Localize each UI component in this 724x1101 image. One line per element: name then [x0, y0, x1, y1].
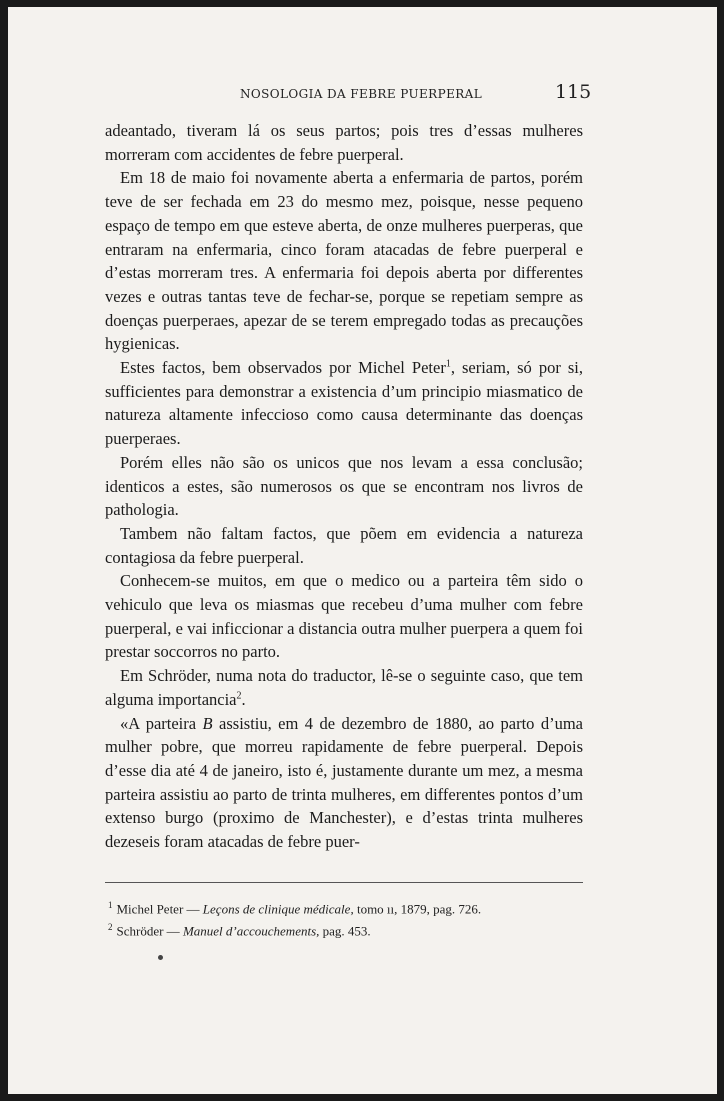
- footnote-author: Schröder —: [116, 923, 183, 939]
- paragraph-6: Conhecem-se muitos, em que o medico ou a parteira têm sido o vehiculo que leva os miasmas que recebeu d’uma mulher com febre puerperal, e vai inficcionar a distancia outra mulher puerpera a quem foi prestar soccorros no parto.: [105, 571, 583, 662]
- paragraph-7: [105, 664, 583, 711]
- ink-blot: [158, 955, 163, 960]
- footnote-detail: tomo ıı, 1879, pag. 726.: [353, 901, 482, 917]
- footnote-mark: 1: [108, 900, 113, 910]
- running-title: NOSOLOGIA DA FEBRE PUERPERAL: [240, 87, 483, 101]
- footnote-2: [108, 918, 578, 940]
- paragraph-7-text: Em Schröder, numa nota do traductor, lê-se o seguinte caso, que tem alguma importancia: [105, 666, 583, 709]
- footnote-detail: pag. 453.: [319, 923, 371, 939]
- footnote-divider: [105, 882, 583, 883]
- paragraph-3-text: Estes factos, bem observados por Michel Peter: [120, 358, 446, 378]
- paragraph-4: Porém elles não são os unicos que nos levam a essa conclusão; identicos a estes, são numerosos os que se encontram nos livros de pathologia.: [105, 452, 583, 520]
- paragraph-5: Tambem não faltam factos, que põem em evidencia a natureza contagiosa da febre puerperal.: [105, 523, 583, 567]
- paragraph-8-italic: B: [202, 713, 213, 733]
- footnote-mark: 2: [108, 922, 113, 933]
- footnote-title: Manuel d’accouchements,: [182, 923, 320, 939]
- footnote-ref-1: 1: [445, 358, 451, 370]
- paragraph-8-text-cont: assistiu, em 4 de dezembro de 1880, ao parto d’uma mulher pobre, que morreu rapidamente de febre puerperal. Depois d’esse dia até 4 de janeiro, isto é, justamente durante um mez, a mesma parteira assistiu ao parto de trinta mulheres, em differentes pontos d’um extenso burgo (proximo de Manchester), e d’estas trinta mulheres dezeseis foram atacadas de febre puer-: [105, 713, 583, 852]
- paragraph-2: Em 18 de maio foi novamente aberta a enfermaria de partos, porém teve de ser fechada em 23 do mesmo mez, poisque, nesse pequeno espaço de tempo em que esteve aberta, de onze mulheres puerperas, que entraram na enfermaria, cinco foram atacadas de febre puerperal e d’estas morreram tres. A enfermaria foi depois aberta por differentes vezes e outras tantas teve de fechar-se, porque se repetiam sempre as doenças puerperaes, apezar de se terem empregado todas as precauções hygienicas.: [105, 168, 583, 354]
- paragraph-1: adeantado, tiveram lá os seus partos; pois tres d’essas mulheres morreram com accidentes de febre puerperal.: [105, 121, 583, 164]
- book-page: [8, 7, 717, 1094]
- page-number: 115: [555, 81, 592, 103]
- footnote-title: Leçons de clinique médicale,: [202, 901, 354, 917]
- footnote-ref-2: 2: [236, 690, 242, 702]
- paragraph-8-text: «A parteira: [120, 713, 203, 733]
- footnote-author: Michel Peter —: [116, 901, 203, 917]
- body-text: [105, 119, 583, 854]
- footnotes: [108, 896, 578, 941]
- page-header: [8, 81, 717, 109]
- footnote-1: [108, 896, 578, 918]
- paragraph-7-text-cont: .: [241, 689, 246, 709]
- paragraph-3-text-cont: , seriam, só por si, sufficientes para demonstrar a existencia d’um principio miasmatico de natureza altamente infeccioso como causa determinante das doenças puerperaes.: [105, 358, 583, 449]
- paragraph-3: [105, 356, 583, 451]
- paragraph-8: [105, 712, 583, 854]
